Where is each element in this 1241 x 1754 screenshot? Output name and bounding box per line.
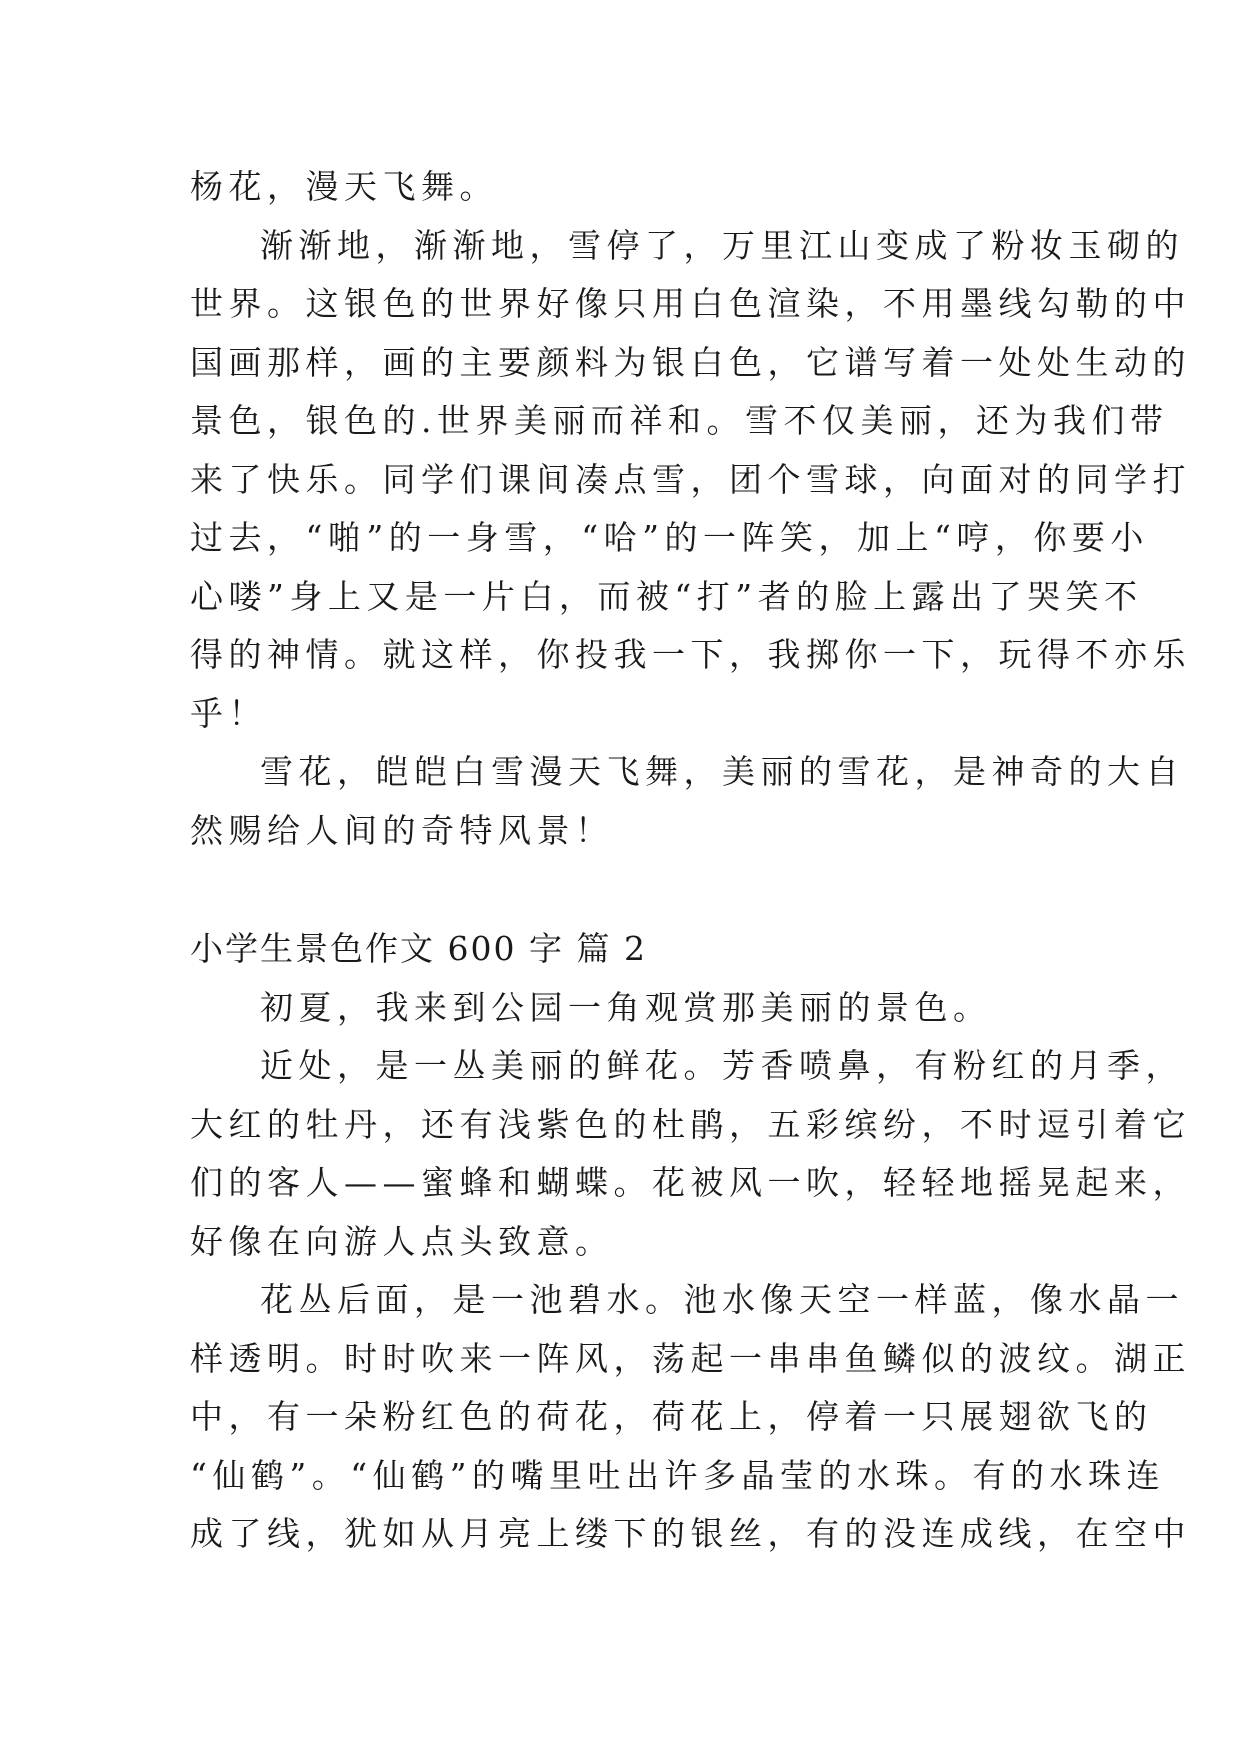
text-line: 得的神情。就这样，你投我一下，我掷你一下，玩得不亦乐 (190, 635, 1191, 674)
text-line: 世界。这银色的世界好像只用白色渲染，不用墨线勾勒的中 (190, 284, 1191, 323)
text-line: 杨花，漫天飞舞。 (190, 167, 498, 206)
document-body (190, 158, 1191, 1564)
text-line: 好像在向游人点头致意。 (190, 1221, 614, 1261)
text-line: 大红的牡丹，还有浅紫色的杜鹃，五彩缤纷，不时逗引着它 (190, 1104, 1191, 1144)
text-line: 心喽”身上又是一片白，而被“打”者的脸上露出了哭笑不 (190, 576, 1143, 616)
text-line: 乎！ (190, 693, 267, 733)
text-line: 成了线，犹如从月亮上缕下的银丝，有的没连成线，在空中 (190, 1514, 1191, 1553)
paragraph-start: 渐渐地，渐渐地，雪停了，万里江山变成了粉妆玉砌的 (260, 225, 1184, 265)
paragraph-start: 花丛后面，是一池碧水。池水像天空一样蓝，像水晶一 (260, 1280, 1184, 1319)
text-line: 们的客人——蜜蜂和蝴蝶。花被风一吹，轻轻地摇晃起来， (190, 1163, 1191, 1202)
paragraph-start: 雪花，皑皑白雪漫天飞舞，美丽的雪花，是神奇的大自 (260, 752, 1184, 791)
text-line: 样透明。时时吹来一阵风，荡起一串串鱼鳞似的波纹。湖正 (190, 1338, 1191, 1378)
paragraph-start: 初夏，我来到公园一角观赏那美丽的景色。 (260, 987, 992, 1027)
text-line: 中，有一朵粉红色的荷花，荷花上，停着一只展翅欲飞的 (190, 1397, 1153, 1436)
text-line: 过去，“啪”的一身雪，“哈”的一阵笑，加上“哼，你要小 (190, 518, 1149, 557)
paragraph-start: 近处，是一丛美丽的鲜花。芳香喷鼻，有粉红的月季， (260, 1046, 1184, 1085)
text-line: “仙鹤”。“仙鹤”的嘴里吐出许多晶莹的水珠。有的水珠连 (190, 1455, 1165, 1495)
text-line: 景色，银色的.世界美丽而祥和。雪不仅美丽，还为我们带 (190, 401, 1169, 440)
section-title: 小学生景色作文 600 字 篇 2 (190, 929, 647, 968)
text-line: 来了快乐。同学们课间凑点雪，团个雪球，向面对的同学打 (190, 459, 1191, 499)
text-line: 然赐给人间的奇特风景！ (190, 810, 614, 850)
text-line: 国画那样，画的主要颜料为银白色，它谱写着一处处生动的 (190, 342, 1191, 382)
